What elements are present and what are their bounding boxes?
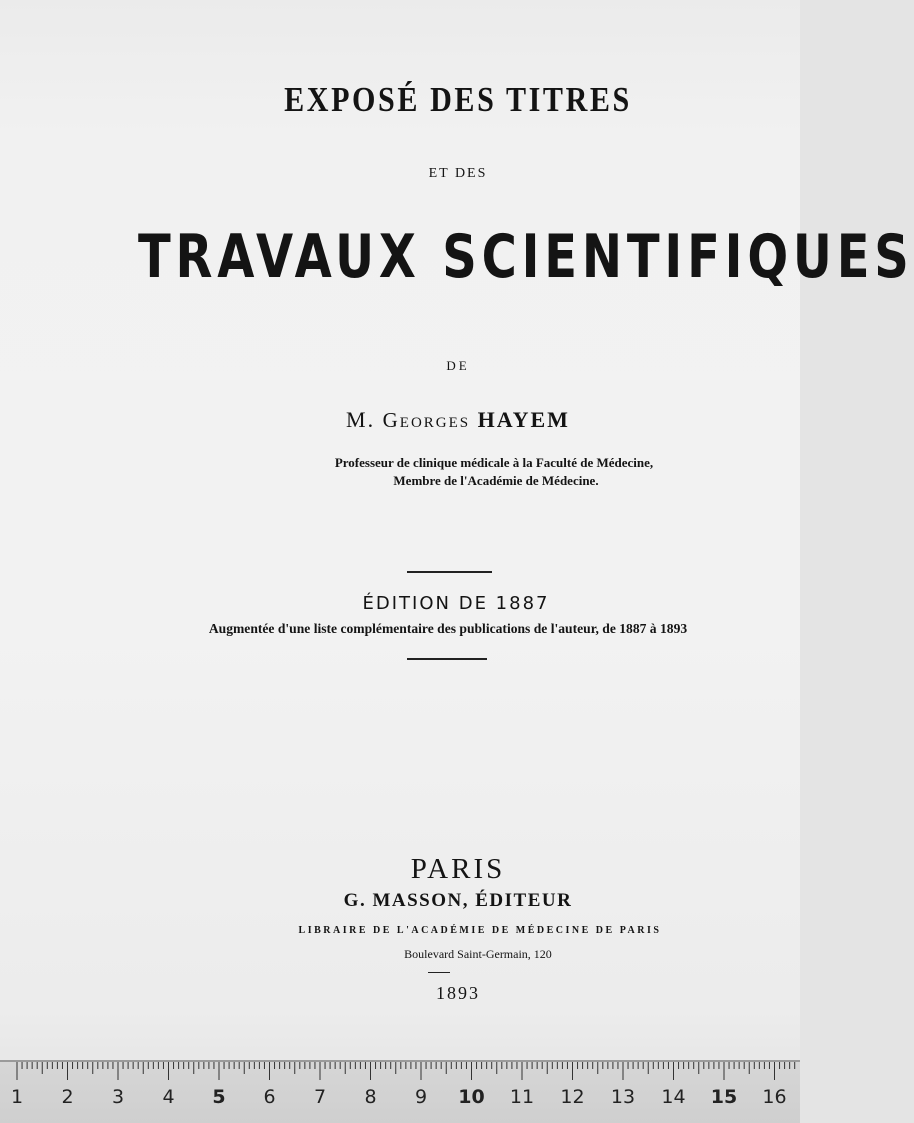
author-last-name: HAYEM [477,407,570,432]
author-role-1: Professeur de clinique médicale à la Faculté de Médecine, [334,455,654,470]
author-first-name: Georges [382,408,471,432]
ruler-number: 16 [762,1086,787,1108]
publisher-city: PARIS [410,853,506,885]
ruler-number: 5 [212,1086,226,1108]
publication-year: 1893 [436,983,480,1003]
ruler-number: 9 [414,1086,428,1108]
ruler-number: 13 [610,1086,636,1108]
publisher-address: Boulevard Saint-Germain, 120 [404,947,552,961]
ruler-number: 4 [162,1086,175,1108]
edition-label: ÉDITION DE 1887 [362,593,550,614]
ruler-ticks [0,1062,800,1086]
ruler-number: 11 [509,1086,535,1108]
ruler-number: 6 [263,1086,276,1108]
ruler-number: 7 [313,1086,327,1108]
title-line-de: DE [446,358,470,373]
ruler-number: 1 [10,1086,24,1108]
title-line-1: EXPOSÉ DES TITRES [284,80,632,119]
year-rule [428,972,450,973]
publisher-libraire: LIBRAIRE DE L'ACADÉMIE DE MÉDECINE DE PARIS [298,925,662,936]
publisher-name: G. MASSON, ÉDITEUR [343,890,573,911]
measuring-ruler [0,1060,800,1123]
ruler-number: 8 [364,1086,377,1108]
title-line-2: ET DES [428,166,488,181]
ruler-number: 3 [111,1086,125,1108]
author-name [58,407,858,433]
divider-rule-bottom [407,658,487,660]
ruler-number: 2 [61,1086,74,1108]
ruler-number: 10 [458,1086,485,1108]
main-title: TRAVAUX SCIENTIFIQUES [138,222,914,292]
ruler-number: 12 [560,1086,585,1108]
ruler-number: 14 [661,1086,686,1108]
author-prefix: M. [346,407,376,432]
author-role-2: Membre de l'Académie de Médecine. [393,473,599,488]
edition-note: Augmentée d'une liste complémentaire des publications de l'auteur, de 1887 à 1893 [208,622,688,637]
ruler-number: 15 [710,1086,738,1108]
divider-rule-top [407,571,492,573]
